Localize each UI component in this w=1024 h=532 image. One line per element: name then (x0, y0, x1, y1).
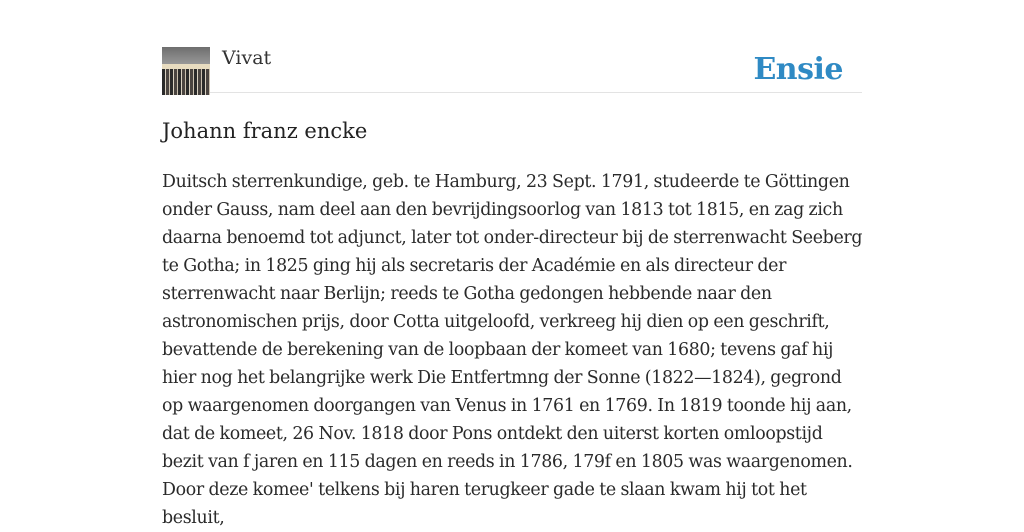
article-title: Johann franz encke (162, 119, 368, 143)
article-body: Duitsch sterrenkundige, geb. te Hamburg, 23 Sept. 1791, studeerde te Göttingen onder Gauss, nam deel aan den bevrijdingsoorlog van 1813 tot 1815, en zag zich daarna benoemd tot adjunct, later tot onder-directeur bij de sterrenwacht Seeberg te Gotha; in 1825 ging hij als secretaris der Académie en als directeur der sterrenwacht naar Berlijn; reeds te Gotha gedongen hebbende naar den astronomischen prijs, door Cotta uitgeloofd, verkreeg hij dien op een geschrift, bevattende de berekening van de loopbaan der komeet van 1680; tevens gaf hij hier nog het belangrijke werk Die Entfertmng der Sonne (1822—1824), gegrond op waargenomen doorgangen van Venus in 1761 en 1769. In 1819 toonde hij aan, dat de komeet, 26 Nov. 1818 door Pons ontdekt den uiterst korten omloopstijd bezit van f jaren en 115 dagen en reeds in 1786, 179f en 1805 was waargenomen. Door deze komee' telkens bij haren terugkeer gade te slaan kwam hij tot het besluit, (162, 172, 863, 528)
source-avatar[interactable] (162, 47, 210, 95)
bookshelf-avatar-icon (162, 47, 210, 65)
brand-logo[interactable]: Ensie (753, 52, 843, 87)
source-name[interactable]: Vivat (222, 47, 272, 69)
header (162, 46, 862, 93)
avatar-books (162, 69, 210, 95)
